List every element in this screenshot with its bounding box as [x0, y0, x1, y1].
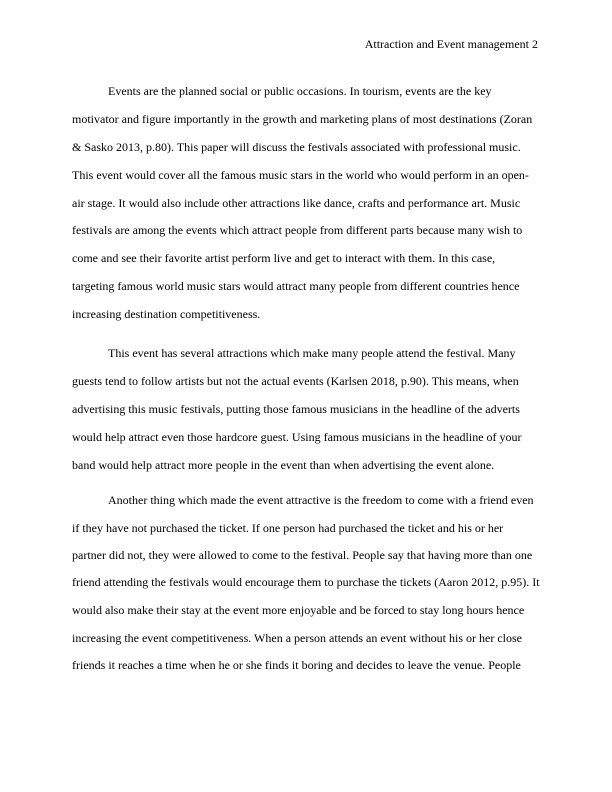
- text-line: This event has several attractions which make many people attend the festival. Many: [108, 346, 516, 360]
- text-line: come and see their favorite artist perform live and get to interact with them. In this case,: [72, 251, 496, 265]
- text-line: This event would cover all the famous music stars in the world who would perform in an open-: [72, 168, 529, 182]
- text-line: & Sasko 2013, p.80). This paper will discuss the festivals associated with professional music.: [72, 140, 521, 154]
- text-line: motivator and figure importantly in the growth and marketing plans of most destinations (Zoran: [72, 112, 533, 126]
- text-line: Another thing which made the event attractive is the freedom to come with a friend even: [108, 493, 534, 507]
- text-line: would help attract even those hardcore guest. Using famous musicians in the headline of your: [72, 430, 522, 444]
- text-line: partner did not, they were allowed to come to the festival. People say that having more than one: [72, 548, 533, 562]
- text-line: festivals are among the events which attract people from different parts because many wish to: [72, 223, 523, 237]
- text-line: if they have not purchased the ticket. If one person had purchased the ticket and his or her: [72, 521, 504, 535]
- text-line: increasing the event competitiveness. When a person attends an event without his or her close: [72, 631, 522, 645]
- text-line: friends it reaches a time when he or she finds it boring and decides to leave the venue. People: [72, 658, 521, 672]
- text-line: band would help attract more people in the event than when advertising the event alone.: [72, 458, 495, 472]
- text-line: increasing destination competitiveness.: [72, 307, 261, 321]
- running-header: [365, 36, 538, 52]
- text-line: would also make their stay at the event more enjoyable and be forced to stay long hours hence: [72, 603, 525, 617]
- text-line: guests tend to follow artists but not the actual events (Karlsen 2018, p.90). This means, when: [72, 374, 519, 388]
- text-line: air stage. It would also include other attractions like dance, crafts and performance art. Music: [72, 196, 521, 210]
- text-line: Events are the planned social or public occasions. In tourism, events are the key: [108, 84, 492, 98]
- text-line: friend attending the festivals would encourage them to purchase the tickets (Aaron 2012, p.95). It: [72, 575, 540, 589]
- text-line: targeting famous world music stars would attract many people from different countries hence: [72, 279, 520, 293]
- text-line: advertising this music festivals, putting those famous musicians in the headline of the adverts: [72, 402, 520, 416]
- page-number: 2: [532, 37, 538, 51]
- running-head-title: Attraction and Event management: [364, 37, 529, 51]
